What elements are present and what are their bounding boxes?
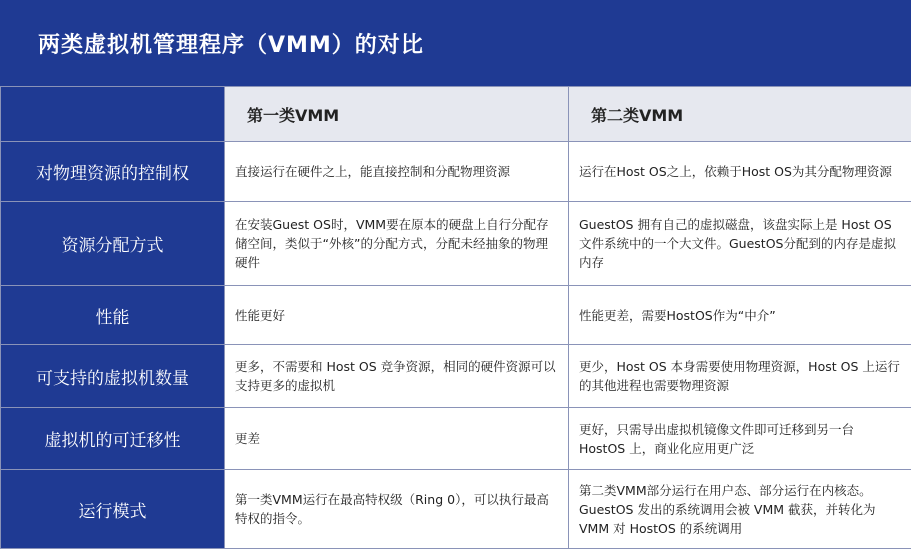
type1-cell: 性能更好 xyxy=(225,286,569,345)
table-row xyxy=(1,286,911,345)
column-header-type2: 第二类VMM xyxy=(569,87,911,142)
row-label: 性能 xyxy=(1,286,225,345)
type2-cell: 更好，只需导出虚拟机镜像文件即可迁移到另一台 HostOS 上，商业化应用更广泛 xyxy=(569,408,911,470)
type2-cell: 更少，Host OS 本身需要使用物理资源，Host OS 上运行的其他进程也需要物理资源 xyxy=(569,345,911,408)
type2-cell: 运行在Host OS之上，依赖于Host OS为其分配物理资源 xyxy=(569,142,911,202)
type1-cell: 直接运行在硬件之上，能直接控制和分配物理资源 xyxy=(225,142,569,202)
row-label: 虚拟机的可迁移性 xyxy=(1,408,225,470)
comparison-table xyxy=(0,86,911,549)
type1-cell: 在安装Guest OS时，VMM要在原本的硬盘上自行分配存储空间，类似于“外核”的分配方式，分配未经抽象的物理硬件 xyxy=(225,202,569,286)
corner-cell xyxy=(1,87,225,142)
column-header-type1: 第一类VMM xyxy=(225,87,569,142)
type1-cell: 更多，不需要和 Host OS 竞争资源，相同的硬件资源可以支持更多的虚拟机 xyxy=(225,345,569,408)
table-row xyxy=(1,202,911,286)
page-title: 两类虚拟机管理程序（VMM）的对比 xyxy=(38,28,424,59)
table-row xyxy=(1,142,911,202)
type1-cell: 第一类VMM运行在最高特权级（Ring 0），可以执行最高特权的指令。 xyxy=(225,470,569,549)
type2-cell: GuestOS 拥有自己的虚拟磁盘，该盘实际上是 Host OS 文件系统中的一个大文件。GuestOS分配到的内存是虚拟内存 xyxy=(569,202,911,286)
row-label: 可支持的虚拟机数量 xyxy=(1,345,225,408)
title-bar xyxy=(0,0,911,86)
row-label: 运行模式 xyxy=(1,470,225,549)
row-label: 对物理资源的控制权 xyxy=(1,142,225,202)
table-row xyxy=(1,345,911,408)
type2-cell: 第二类VMM部分运行在用户态、部分运行在内核态。GuestOS 发出的系统调用会被 VMM 截获，并转化为 VMM 对 HostOS 的系统调用 xyxy=(569,470,911,549)
type1-cell: 更差 xyxy=(225,408,569,470)
type2-cell: 性能更差，需要HostOS作为“中介” xyxy=(569,286,911,345)
table-row xyxy=(1,470,911,549)
table-row xyxy=(1,408,911,470)
table-header-row xyxy=(1,87,911,142)
row-label: 资源分配方式 xyxy=(1,202,225,286)
